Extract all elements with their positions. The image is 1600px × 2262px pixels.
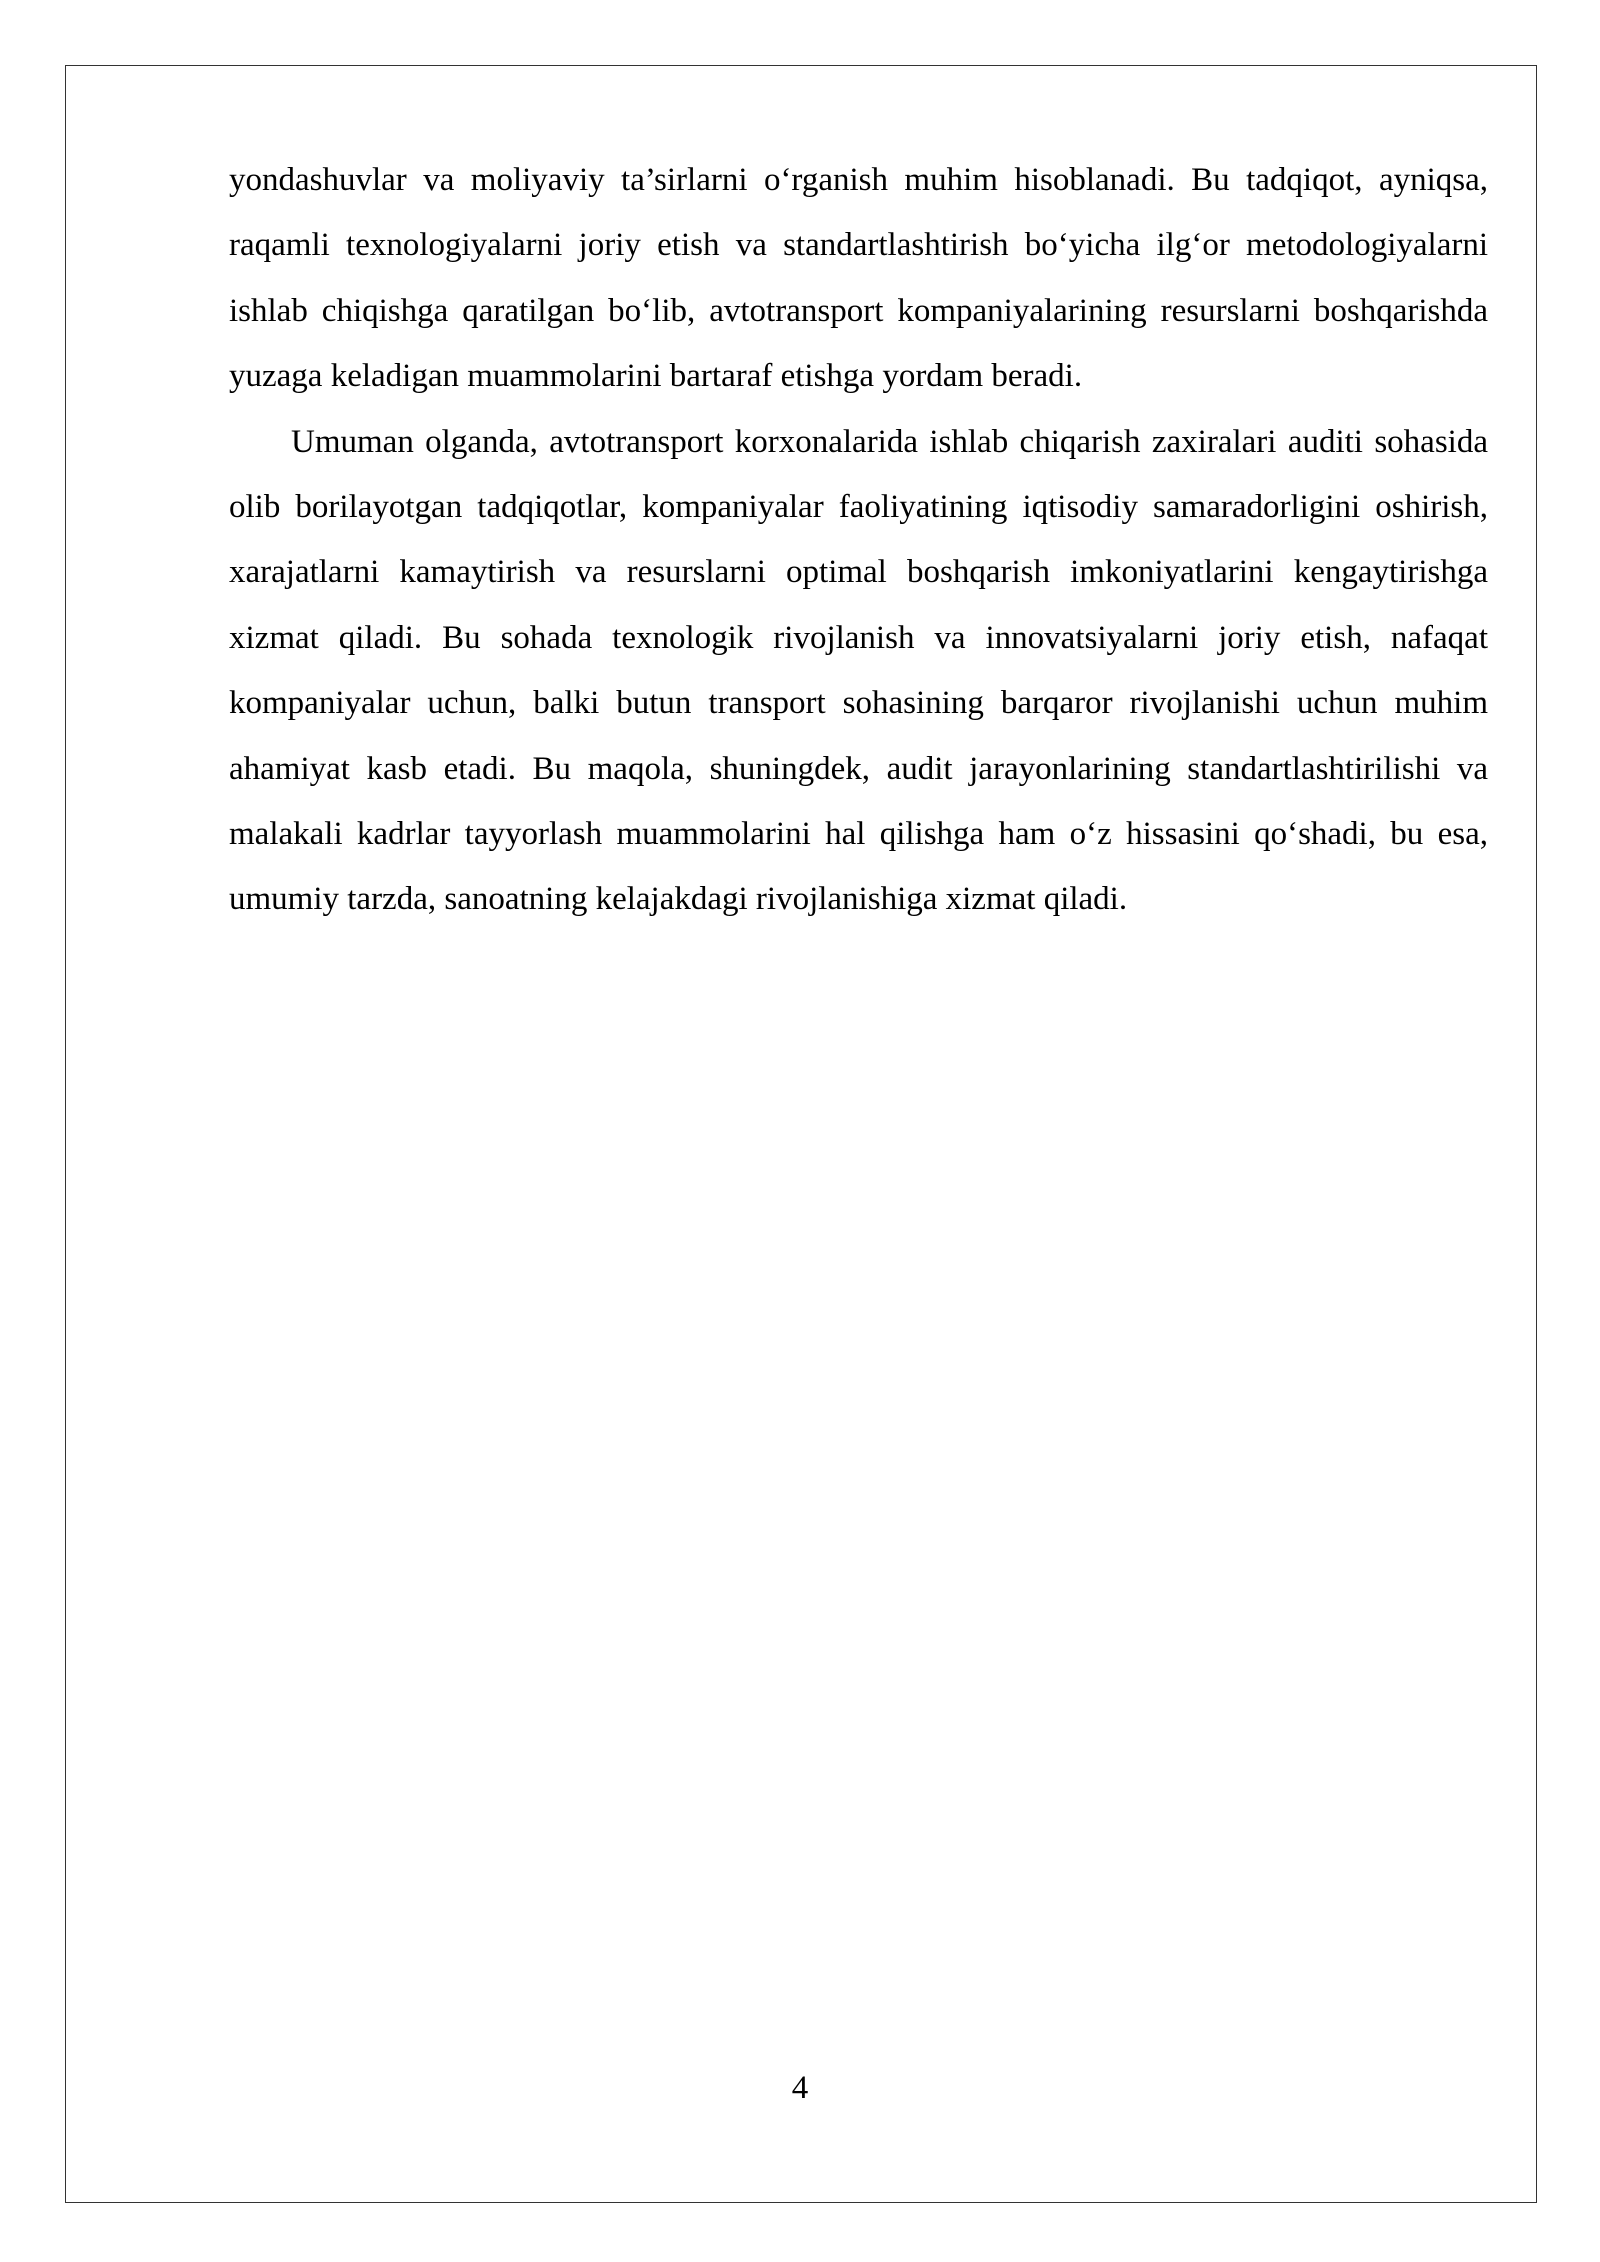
document-body <box>229 148 1488 933</box>
page-number: 4 <box>791 2070 809 2106</box>
paragraph-conclusion: Umuman olganda, avtotransport korxonalarida ishlab chiqarish zaxiralari auditi sohasida olib borilayotgan tadqiqotlar, kompaniyalar faoliyatining iqtisodiy samaradorligini oshirish, xarajatlarni kamaytirish va resurslarni optimal boshqarish imkoniyatlarini kengaytirishga xizmat qiladi. Bu sohada texnologik rivojlanish va innovatsiyalarni joriy etish, nafaqat kompaniyalar uchun, balki butun transport sohasining barqaror rivojlanishi uchun muhim ahamiyat kasb etadi. Bu maqola, shuningdek, audit jarayonlarining standartlashtirilishi va malakali kadrlar tayyorlash muammolarini hal qilishga ham o‘z hissasini qo‘shadi, bu esa, umumiy tarzda, sanoatning kelajakdagi rivojlanishiga xizmat qiladi. <box>229 423 1488 918</box>
paragraph-continuation: yondashuvlar va moliyaviy ta’sirlarni o‘rganish muhim hisoblanadi. Bu tadqiqot, ayniqsa, raqamli texnologiyalarni joriy etish va standartlashtirish bo‘yicha ilg‘or metodologiyalarni ishlab chiqishga qaratilgan bo‘lib, avtotransport kompaniyalarining resurslarni boshqarishda yuzaga keladigan muammolarini bartaraf etishga yordam beradi. <box>229 162 1488 395</box>
